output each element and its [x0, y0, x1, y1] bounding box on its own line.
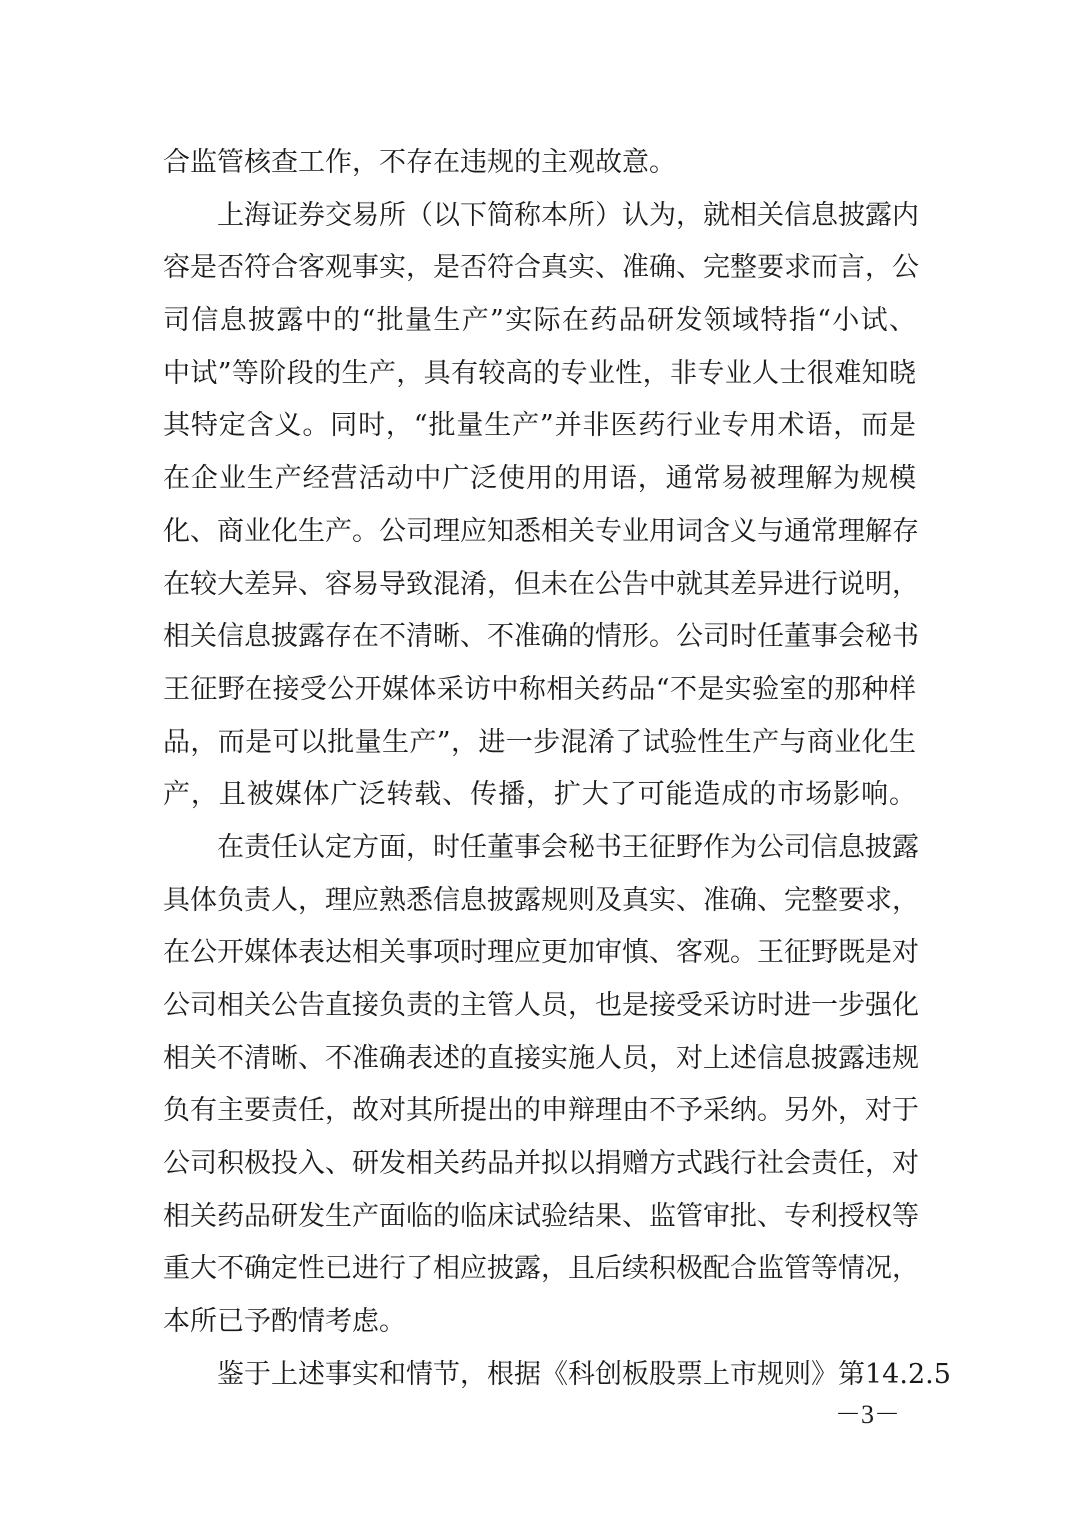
text-line: 公司积极投入、研发相关药品并拟以捐赠方式践行社会责任，对 [163, 1148, 919, 1180]
page-number: －3－ [835, 1400, 901, 1429]
text-line: 在企业生产经营活动中广泛使用的用语，通常易被理解为规模 [163, 463, 916, 495]
text-line: 上海证券交易所（以下简称本所）认为，就相关信息披露内 [217, 199, 919, 231]
text-line: 相关不清晰、不准确表述的直接实施人员，对上述信息披露违规 [163, 1042, 919, 1074]
text-line: 在公开媒体表达相关事项时理应更加审慎、客观。王征野既是对 [163, 937, 919, 969]
text-line: 王征野在接受公开媒体采访中称相关药品“不是实验室的那种样 [163, 673, 916, 705]
text-line: 在责任认定方面，时任董事会秘书王征野作为公司信息披露 [217, 831, 919, 863]
text-line: 产，且被媒体广泛转载、传播，扩大了可能造成的市场影响。 [163, 779, 916, 811]
text-line: 鉴于上述事实和情节，根据《科创板股票上市规则》第14.2.5 [217, 1358, 951, 1390]
text-line: 容是否符合客观事实，是否符合真实、准确、完整要求而言，公 [163, 252, 919, 284]
text-line: 司信息披露中的“批量生产”实际在药品研发领域特指“小试、 [163, 305, 916, 337]
text-line: 具体负责人，理应熟悉信息披露规则及真实、准确、完整要求， [163, 884, 919, 916]
text-line: 品，而是可以批量生产”，进一步混淆了试验性生产与商业化生 [163, 726, 916, 758]
text-line: 中试”等阶段的生产，具有较高的专业性，非专业人士很难知晓 [163, 357, 916, 389]
text-line: 相关药品研发生产面临的临床试验结果、监管审批、专利授权等 [163, 1200, 919, 1232]
text-line: 本所已予酌情考虑。 [163, 1306, 406, 1338]
text-line: 其特定含义。同时，“批量生产”并非医药行业专用术语，而是 [163, 410, 916, 442]
text-line: 负有主要责任，故对其所提出的申辩理由不予采纳。另外，对于 [163, 1095, 919, 1127]
document-body [163, 143, 951, 1408]
text-line: 合监管核查工作，不存在违规的主观故意。 [163, 147, 676, 178]
text-line: 公司相关公告直接负责的主管人员，也是接受采访时进一步强化 [163, 990, 919, 1021]
text-line: 在较大差异、容易导致混淆，但未在公告中就其差异进行说明， [163, 568, 919, 600]
text-line: 化、商业化生产。公司理应知悉相关专业用词含义与通常理解存 [163, 515, 919, 547]
text-line: 重大不确定性已进行了相应披露，且后续积极配合监管等情况， [163, 1253, 919, 1285]
text-line: 相关信息披露存在不清晰、不准确的情形。公司时任董事会秘书 [163, 621, 919, 653]
